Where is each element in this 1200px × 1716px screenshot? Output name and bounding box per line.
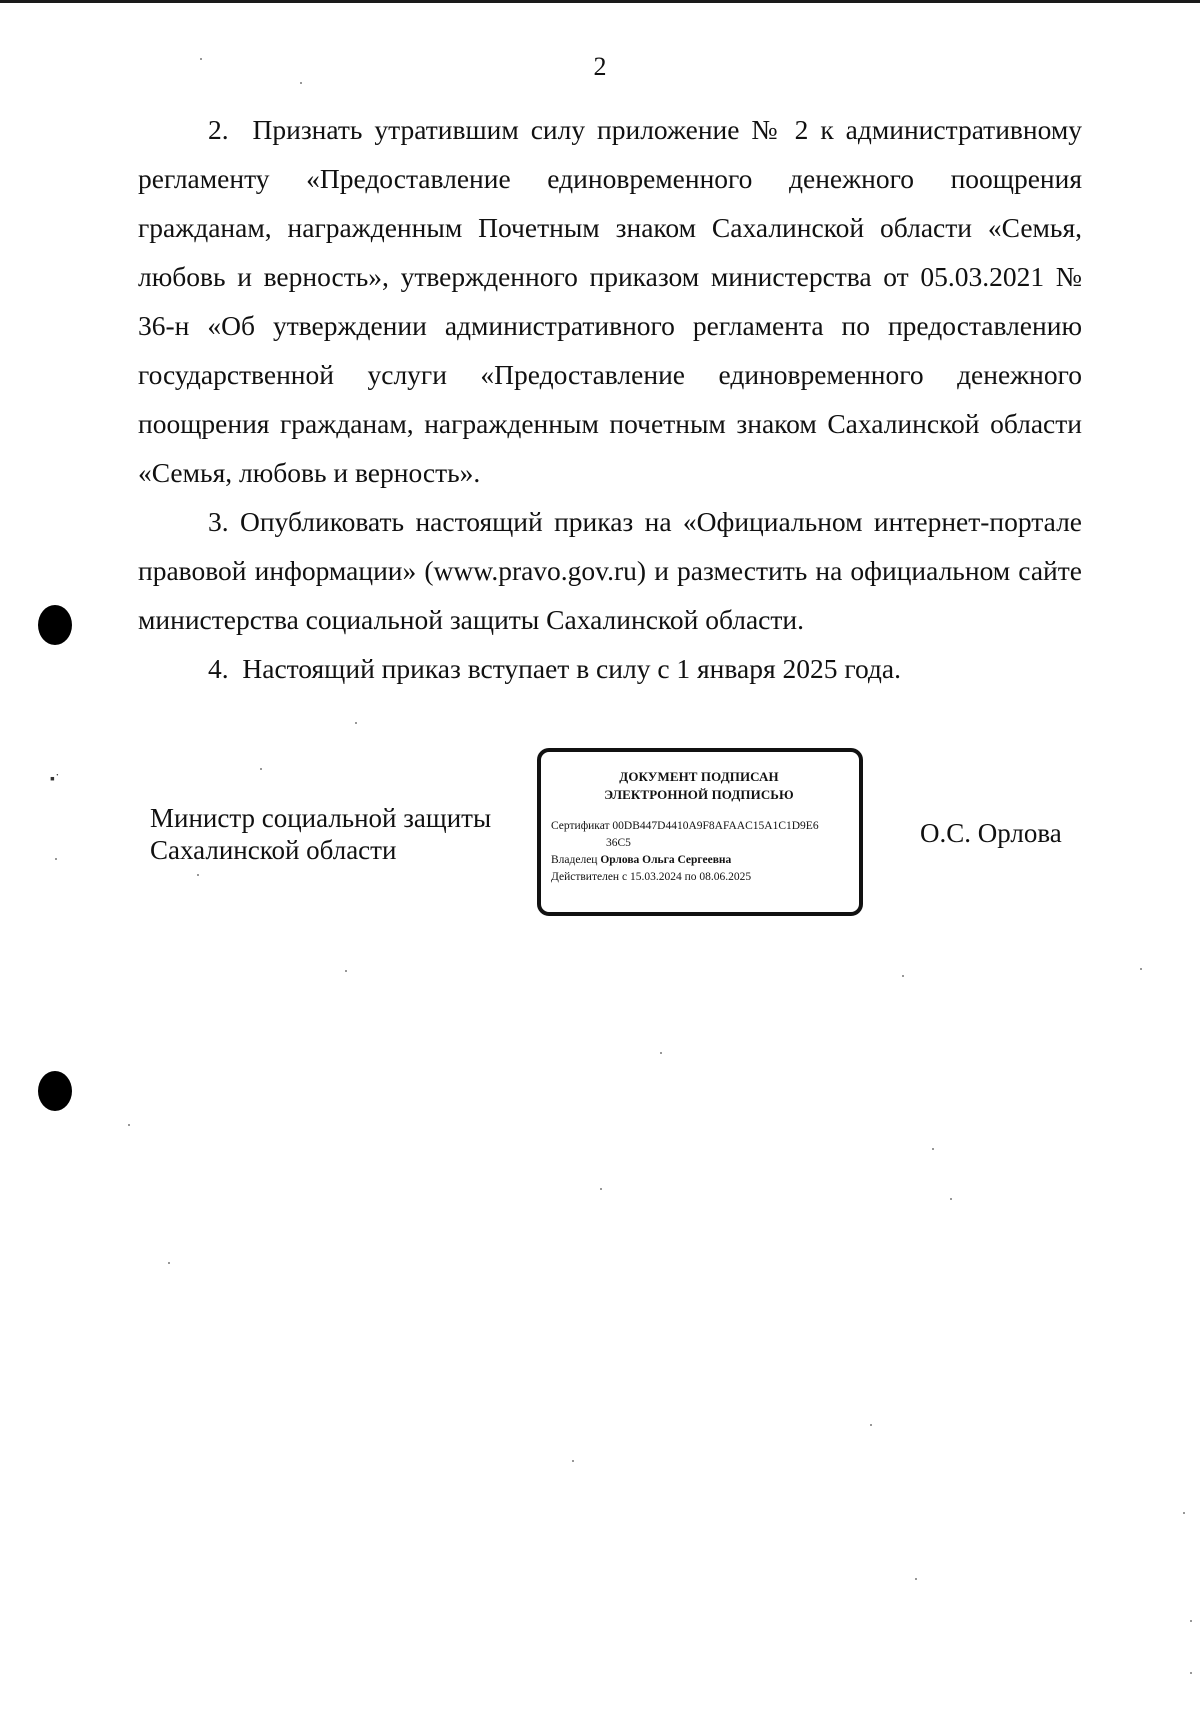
signer-title-line1: Министр социальной защиты bbox=[150, 803, 492, 833]
scan-top-edge bbox=[0, 0, 1200, 3]
stamp-header-line2: ЭЛЕКТРОННОЙ ПОДПИСЬЮ bbox=[604, 787, 794, 802]
scan-speck bbox=[660, 1052, 662, 1054]
scan-speck bbox=[260, 768, 262, 770]
margin-mark: ▪˙ bbox=[50, 772, 60, 787]
stamp-header bbox=[551, 768, 847, 804]
scan-speck bbox=[600, 1188, 602, 1190]
scan-speck bbox=[870, 1424, 872, 1426]
stamp-details bbox=[551, 818, 847, 886]
signer-title-line2: Сахалинской области bbox=[150, 835, 397, 865]
scan-speck bbox=[950, 1198, 952, 1200]
stamp-owner-value: Орлова Ольга Сергеевна bbox=[600, 854, 732, 866]
stamp-certificate-value: 00DB447D4410A9F8AFAAC15A1C1D9E6 bbox=[612, 820, 819, 832]
stamp-header-line1: ДОКУМЕНТ ПОДПИСАН bbox=[619, 769, 779, 784]
signer-title bbox=[150, 802, 530, 866]
document-body bbox=[138, 105, 1082, 693]
paragraph-3: 3. Опубликовать настоящий приказ на «Официальном интернет-портале правовой информации» (www.pravo.gov.ru) и разместить на официальном сайте министерства социальной защиты Сахалинской области. bbox=[138, 506, 1082, 635]
stamp-owner-label: Владелец bbox=[551, 854, 598, 866]
electronic-signature-stamp bbox=[537, 748, 863, 916]
scan-speck bbox=[197, 874, 199, 876]
stamp-owner bbox=[551, 852, 847, 869]
stamp-certificate-cont: 36C5 bbox=[606, 837, 631, 849]
scan-speck bbox=[355, 722, 357, 724]
scan-speck bbox=[300, 82, 302, 84]
stamp-certificate bbox=[551, 818, 847, 835]
scan-speck bbox=[1140, 968, 1142, 970]
scan-speck bbox=[128, 1124, 130, 1126]
page-number: 2 bbox=[593, 52, 607, 81]
punch-hole-bottom bbox=[38, 1071, 72, 1111]
stamp-certificate-label: Сертификат bbox=[551, 820, 610, 832]
paragraph-4: 4. Настоящий приказ вступает в силу с 1 января 2025 года. bbox=[208, 653, 901, 684]
scan-speck bbox=[902, 975, 904, 977]
scan-speck bbox=[1190, 1672, 1192, 1674]
scan-speck bbox=[932, 1148, 934, 1150]
scan-speck bbox=[345, 970, 347, 972]
scan-speck bbox=[572, 1460, 574, 1462]
scan-speck bbox=[168, 1262, 170, 1264]
scan-speck bbox=[55, 858, 57, 860]
scan-speck bbox=[915, 1578, 917, 1580]
scan-speck bbox=[1183, 1512, 1185, 1514]
stamp-validity: Действителен с 15.03.2024 по 08.06.2025 bbox=[551, 871, 752, 883]
scan-speck bbox=[200, 58, 202, 60]
scan-speck bbox=[1190, 1620, 1192, 1622]
signer-name: О.С. Орлова bbox=[920, 818, 1062, 848]
punch-hole-top bbox=[38, 605, 72, 645]
paragraph-2: 2. Признать утратившим силу приложение № 2 к административному регламенту «Предоставление единовременного денежного поощрения гражданам, награжденным Почетным знаком Сахалинской области «Семья, любовь и верность», утвержденного приказом министерства от 05.03.2021 № 36-н «Об утверждении административного регламента по предоставлению государственной услуги «Предоставление единовременного денежного поощрения гражданам, награжденным почетным знаком Сахалинской области «Семья, любовь и верность». bbox=[138, 114, 1082, 488]
